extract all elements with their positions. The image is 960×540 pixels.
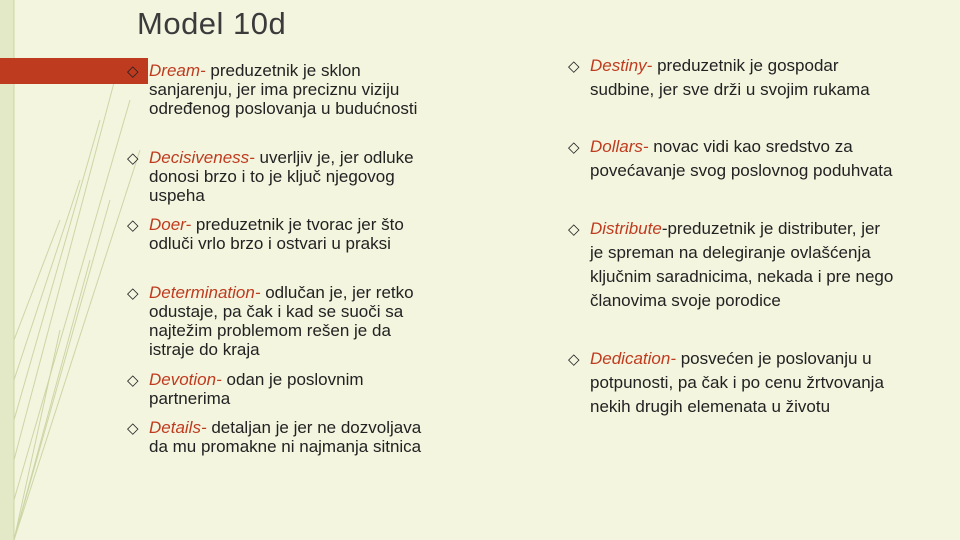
item-text: -preduzetnik je distributer, jer je spreman na delegiranje ovlašćenja ključnim saradnicima, nekada i pre nego članovima svoje porodice [590,219,894,310]
item-keyword: Devotion- [149,370,222,389]
title-accent-bar [0,58,148,84]
item-text: novac vidi kao sredstvo za povećavanje svog poslovnog poduhvata [590,137,893,180]
item-keyword: Dream- [149,61,206,80]
item-keyword: Destiny- [590,56,653,75]
diamond-bullet-icon: ◇ [127,420,139,437]
diamond-bullet-icon: ◇ [568,221,580,238]
item-text: posvećen je poslovanju u potpunosti, pa čak i po cenu žrtvovanja nekih drugih elemenata u životu [590,349,884,416]
diamond-bullet-icon: ◇ [127,372,139,389]
item-keyword: Details- [149,418,207,437]
diamond-bullet-icon: ◇ [568,351,580,368]
list-item [127,418,427,456]
item-text: preduzetnik je sklon sanjarenju, jer ima preciznu viziju određenog poslovanja u budućnosti [149,61,418,118]
item-keyword: Decisiveness- [149,148,255,167]
list-item [127,148,427,205]
diamond-bullet-icon: ◇ [127,285,139,302]
diamond-bullet-icon: ◇ [127,150,139,167]
item-keyword: Determination- [149,283,261,302]
diamond-bullet-icon: ◇ [127,63,139,80]
item-text: odan je poslovnim partnerima [149,370,364,408]
slide-title: Model 10d [137,6,287,41]
diamond-bullet-icon: ◇ [568,58,580,75]
item-text: uverljiv je, jer odluke donosi brzo i to je ključ njegovog uspeha [149,148,414,205]
item-keyword: Dollars- [590,137,649,156]
item-text: preduzetnik je tvorac jer što odluči vrlo brzo i ostvari u praksi [149,215,404,253]
list-item [127,370,427,408]
item-keyword: Doer- [149,215,192,234]
item-text: preduzetnik je gospodar sudbine, jer sve drži u svojim rukama [590,56,870,99]
list-item [568,217,898,313]
item-text: detaljan je jer ne dozvoljava da mu promakne ni najmanja sitnica [149,418,422,456]
list-item [568,135,898,183]
list-item [127,61,427,118]
list-item [568,347,898,419]
list-item [127,283,427,359]
item-keyword: Distribute [590,219,662,238]
item-text: odlučan je, jer retko odustaje, pa čak i kad se suoči sa najtežim problemom rešen je da istraje do kraja [149,283,414,359]
diamond-bullet-icon: ◇ [127,217,139,234]
list-item [127,215,427,253]
list-item [568,54,898,102]
item-keyword: Dedication- [590,349,676,368]
diamond-bullet-icon: ◇ [568,139,580,156]
